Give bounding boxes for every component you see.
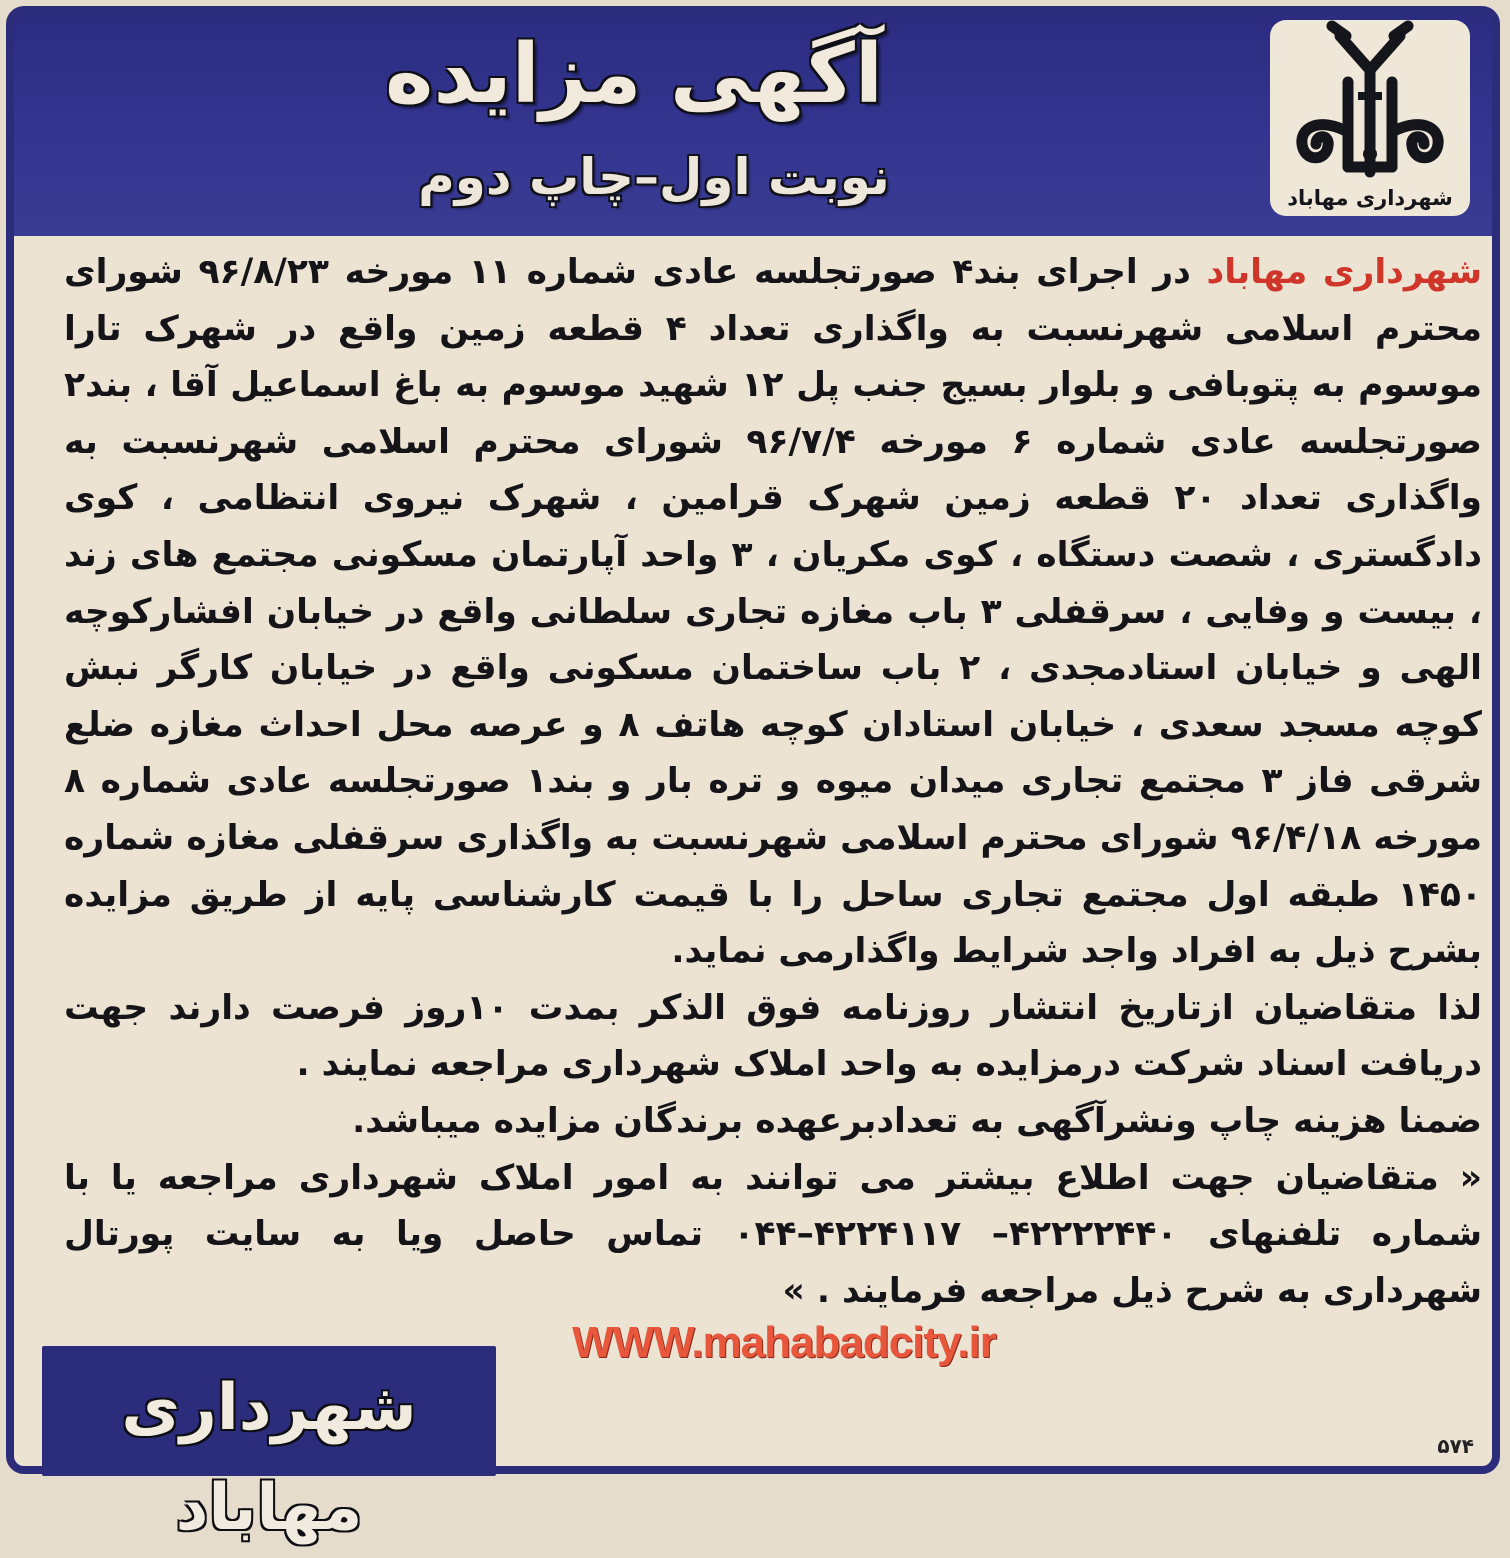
notice-frame [6, 6, 1500, 1545]
paragraph-contact: « متقاضیان جهت اطلاع بیشتر می توانند به امور املاک شهرداری مراجعه یا با شماره تلفنهای ۴۲۲۲۲۴۴۰– ۴۲۲۴۱۱۷–۰۴۴ تماس حاصل ویا به سایت پورتال شهرداری به شرح ذیل مراجعه فرمایند . » [64, 1157, 1482, 1311]
paragraph-deadline: لذا متقاضیان ازتاریخ انتشار روزنامه فوق الذکر بمدت ۱۰روز فرصت دارند جهت دریافت اسناد شرکت درمزایده به واحد املاک شهرداری مراجعه نمایند . [64, 987, 1482, 1085]
ad-code: ۵۷۴ [1437, 1434, 1474, 1458]
notice-subtitle: نوبت اول–چاپ دوم [418, 148, 890, 206]
footer-signature-box [42, 1346, 496, 1545]
paragraph-main-text: در اجرای بند۴ صورتجلسه عادی شماره ۱۱ مورخه ۹۶/۸/۲۳ شورای محترم اسلامی شهرنسبت به واگذاری تعداد ۴ قطعه زمین واقع در شهرک تارا موسوم به پتوبافی و بلوار بسیج جنب پل ۱۲ شهید موسوم به باغ اسماعیل آقا ، بند۲ صورتجلسه عادی شماره ۶ مورخه ۹۶/۷/۴ شورای محترم اسلامی شهرنسبت به واگذاری تعداد ۲۰ قطعه زمین شهرک قرامین ، شهرک نیروی انتظامی ، کوی دادگستری ، شصت دستگاه ، کوی مکریان ، ۳ واحد آپارتمان مسکونی مجتمع های زند ، بیست و وفایی ، سرقفلی ۳ باب مغازه تجاری سلطانی واقع در خیابان افشارکوچه الهی و خیابان استادمجدی ، ۲ باب ساختمان مسکونی واقع در خیابان کارگر نبش کوچه مسجد سعدی ، خیابان استادان کوچه هاتف ۸ و عرصه محل احداث مغازه ضلع شرقی فاز ۳ مجتمع تجاری میدان میوه و تره بار و بند۱ صورتجلسه عادی شماره ۸ مورخه ۹۶/۴/۱۸ شورای محترم اسلامی شهرنسبت به واگذاری سرقفلی مغازه شماره ۱۴۵۰ طبقه اول مجتمع تجاری ساحل را با قیمت کارشناسی پایه از طریق مزایده بشرح ذیل به افراد واجد شرایط واگذارمی نماید. [64, 252, 1483, 972]
paragraph-main [64, 244, 1482, 980]
logo-caption: شهرداری مهاباد [1287, 186, 1453, 210]
notice-body [64, 244, 1482, 1319]
header-band [14, 14, 1492, 236]
paragraph-cost: ضمنا هزینه چاپ ونشرآگهی به تعدادبرعهده برندگان مزایده میباشد. [352, 1100, 1482, 1141]
notice-title: آگهی مزایده [385, 27, 883, 122]
website-link[interactable]: WWW.mahabadcity.ir [572, 1318, 996, 1367]
municipality-logo [1270, 20, 1470, 216]
emblem-icon [1280, 22, 1460, 182]
footer-signature: شهرداری مهاباد [121, 1371, 417, 1545]
org-name-highlight: شهرداری مهاباد [1206, 252, 1483, 292]
